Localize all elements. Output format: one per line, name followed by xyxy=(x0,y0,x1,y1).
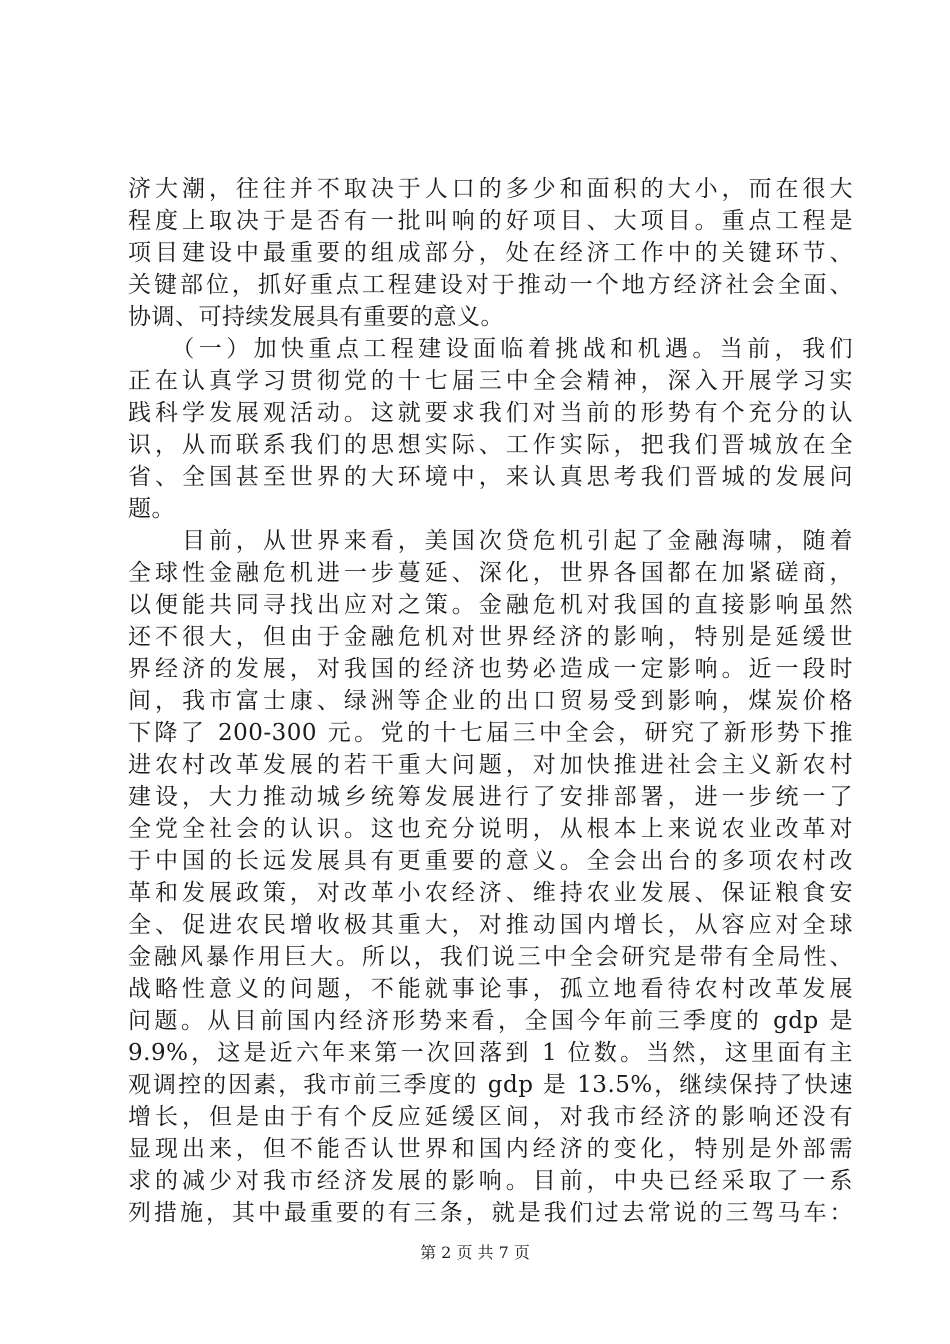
text-line: 关键部位，抓好重点工程建设对于推动一个地方经济社会全面、 xyxy=(128,272,853,298)
text-line: 求的减少对我市经济发展的影响。目前，中央已经采取了一系 xyxy=(128,1168,853,1194)
text-line: 目前，从世界来看，美国次贷危机引起了金融海啸，随着 xyxy=(128,528,853,554)
text-line: 列措施，其中最重要的有三条，就是我们过去常说的三驾马车： xyxy=(128,1200,853,1226)
text-line: 金融风暴作用巨大。所以，我们说三中全会研究是带有全局性、 xyxy=(128,944,853,970)
text-line: 践科学发展观活动。这就要求我们对当前的形势有个充分的认 xyxy=(128,400,853,426)
text-line: 9.9%，这是近六年来第一次回落到 1 位数。当然，这里面有主 xyxy=(128,1040,853,1066)
text-line: 项目建设中最重要的组成部分，处在经济工作中的关键环节、 xyxy=(128,240,853,266)
text-line: 革和发展政策，对改革小农经济、维持农业发展、保证粮食安 xyxy=(128,880,853,906)
text-line: 下降了 200-300 元。党的十七届三中全会，研究了新形势下推 xyxy=(128,720,853,746)
text-line: 正在认真学习贯彻党的十七届三中全会精神，深入开展学习实 xyxy=(128,368,853,394)
text-line: 问题。从目前国内经济形势来看，全国今年前三季度的 gdp 是 xyxy=(128,1008,853,1034)
text-line: 显现出来，但不能否认世界和国内经济的变化，特别是外部需 xyxy=(128,1136,853,1162)
text-line: 还不很大，但由于金融危机对世界经济的影响，特别是延缓世 xyxy=(128,624,853,650)
text-line: 题。 xyxy=(128,496,175,522)
text-line: 进农村改革发展的若干重大问题，对加快推进社会主义新农村 xyxy=(128,752,853,778)
text-line: 于中国的长远发展具有更重要的意义。全会出台的多项农村改 xyxy=(128,848,853,874)
page-footer: 第 2 页 共 7 页 xyxy=(420,1243,530,1262)
text-line: 济大潮，往往并不取决于人口的多少和面积的大小，而在很大 xyxy=(128,176,853,202)
text-line: （一）加快重点工程建设面临着挑战和机遇。当前，我们 xyxy=(128,336,853,362)
text-line: 程度上取决于是否有一批叫响的好项目、大项目。重点工程是 xyxy=(128,208,853,234)
text-line: 识，从而联系我们的思想实际、工作实际，把我们晋城放在全 xyxy=(128,432,853,458)
text-line: 省、全国甚至世界的大环境中，来认真思考我们晋城的发展问 xyxy=(128,464,853,490)
text-line: 全党全社会的认识。这也充分说明，从根本上来说农业改革对 xyxy=(128,816,853,842)
text-line: 观调控的因素，我市前三季度的 gdp 是 13.5%，继续保持了快速 xyxy=(128,1072,853,1098)
text-line: 全球性金融危机进一步蔓延、深化，世界各国都在加紧磋商， xyxy=(128,560,853,586)
text-line: 战略性意义的问题，不能就事论事，孤立地看待农村改革发展 xyxy=(128,976,853,1002)
text-line: 建设，大力推动城乡统筹发展进行了安排部署，进一步统一了 xyxy=(128,784,853,810)
text-line: 界经济的发展，对我国的经济也势必造成一定影响。近一段时 xyxy=(128,656,853,682)
text-line: 协调、可持续发展具有重要的意义。 xyxy=(128,304,504,330)
body-text xyxy=(128,173,853,1229)
text-line: 全、促进农民增收极其重大，对推动国内增长，从容应对全球 xyxy=(128,912,853,938)
text-line: 以便能共同寻找出应对之策。金融危机对我国的直接影响虽然 xyxy=(128,592,853,618)
text-line: 间，我市富士康、绿洲等企业的出口贸易受到影响，煤炭价格 xyxy=(128,688,853,714)
text-line: 增长，但是由于有个反应延缓区间，对我市经济的影响还没有 xyxy=(128,1104,853,1130)
